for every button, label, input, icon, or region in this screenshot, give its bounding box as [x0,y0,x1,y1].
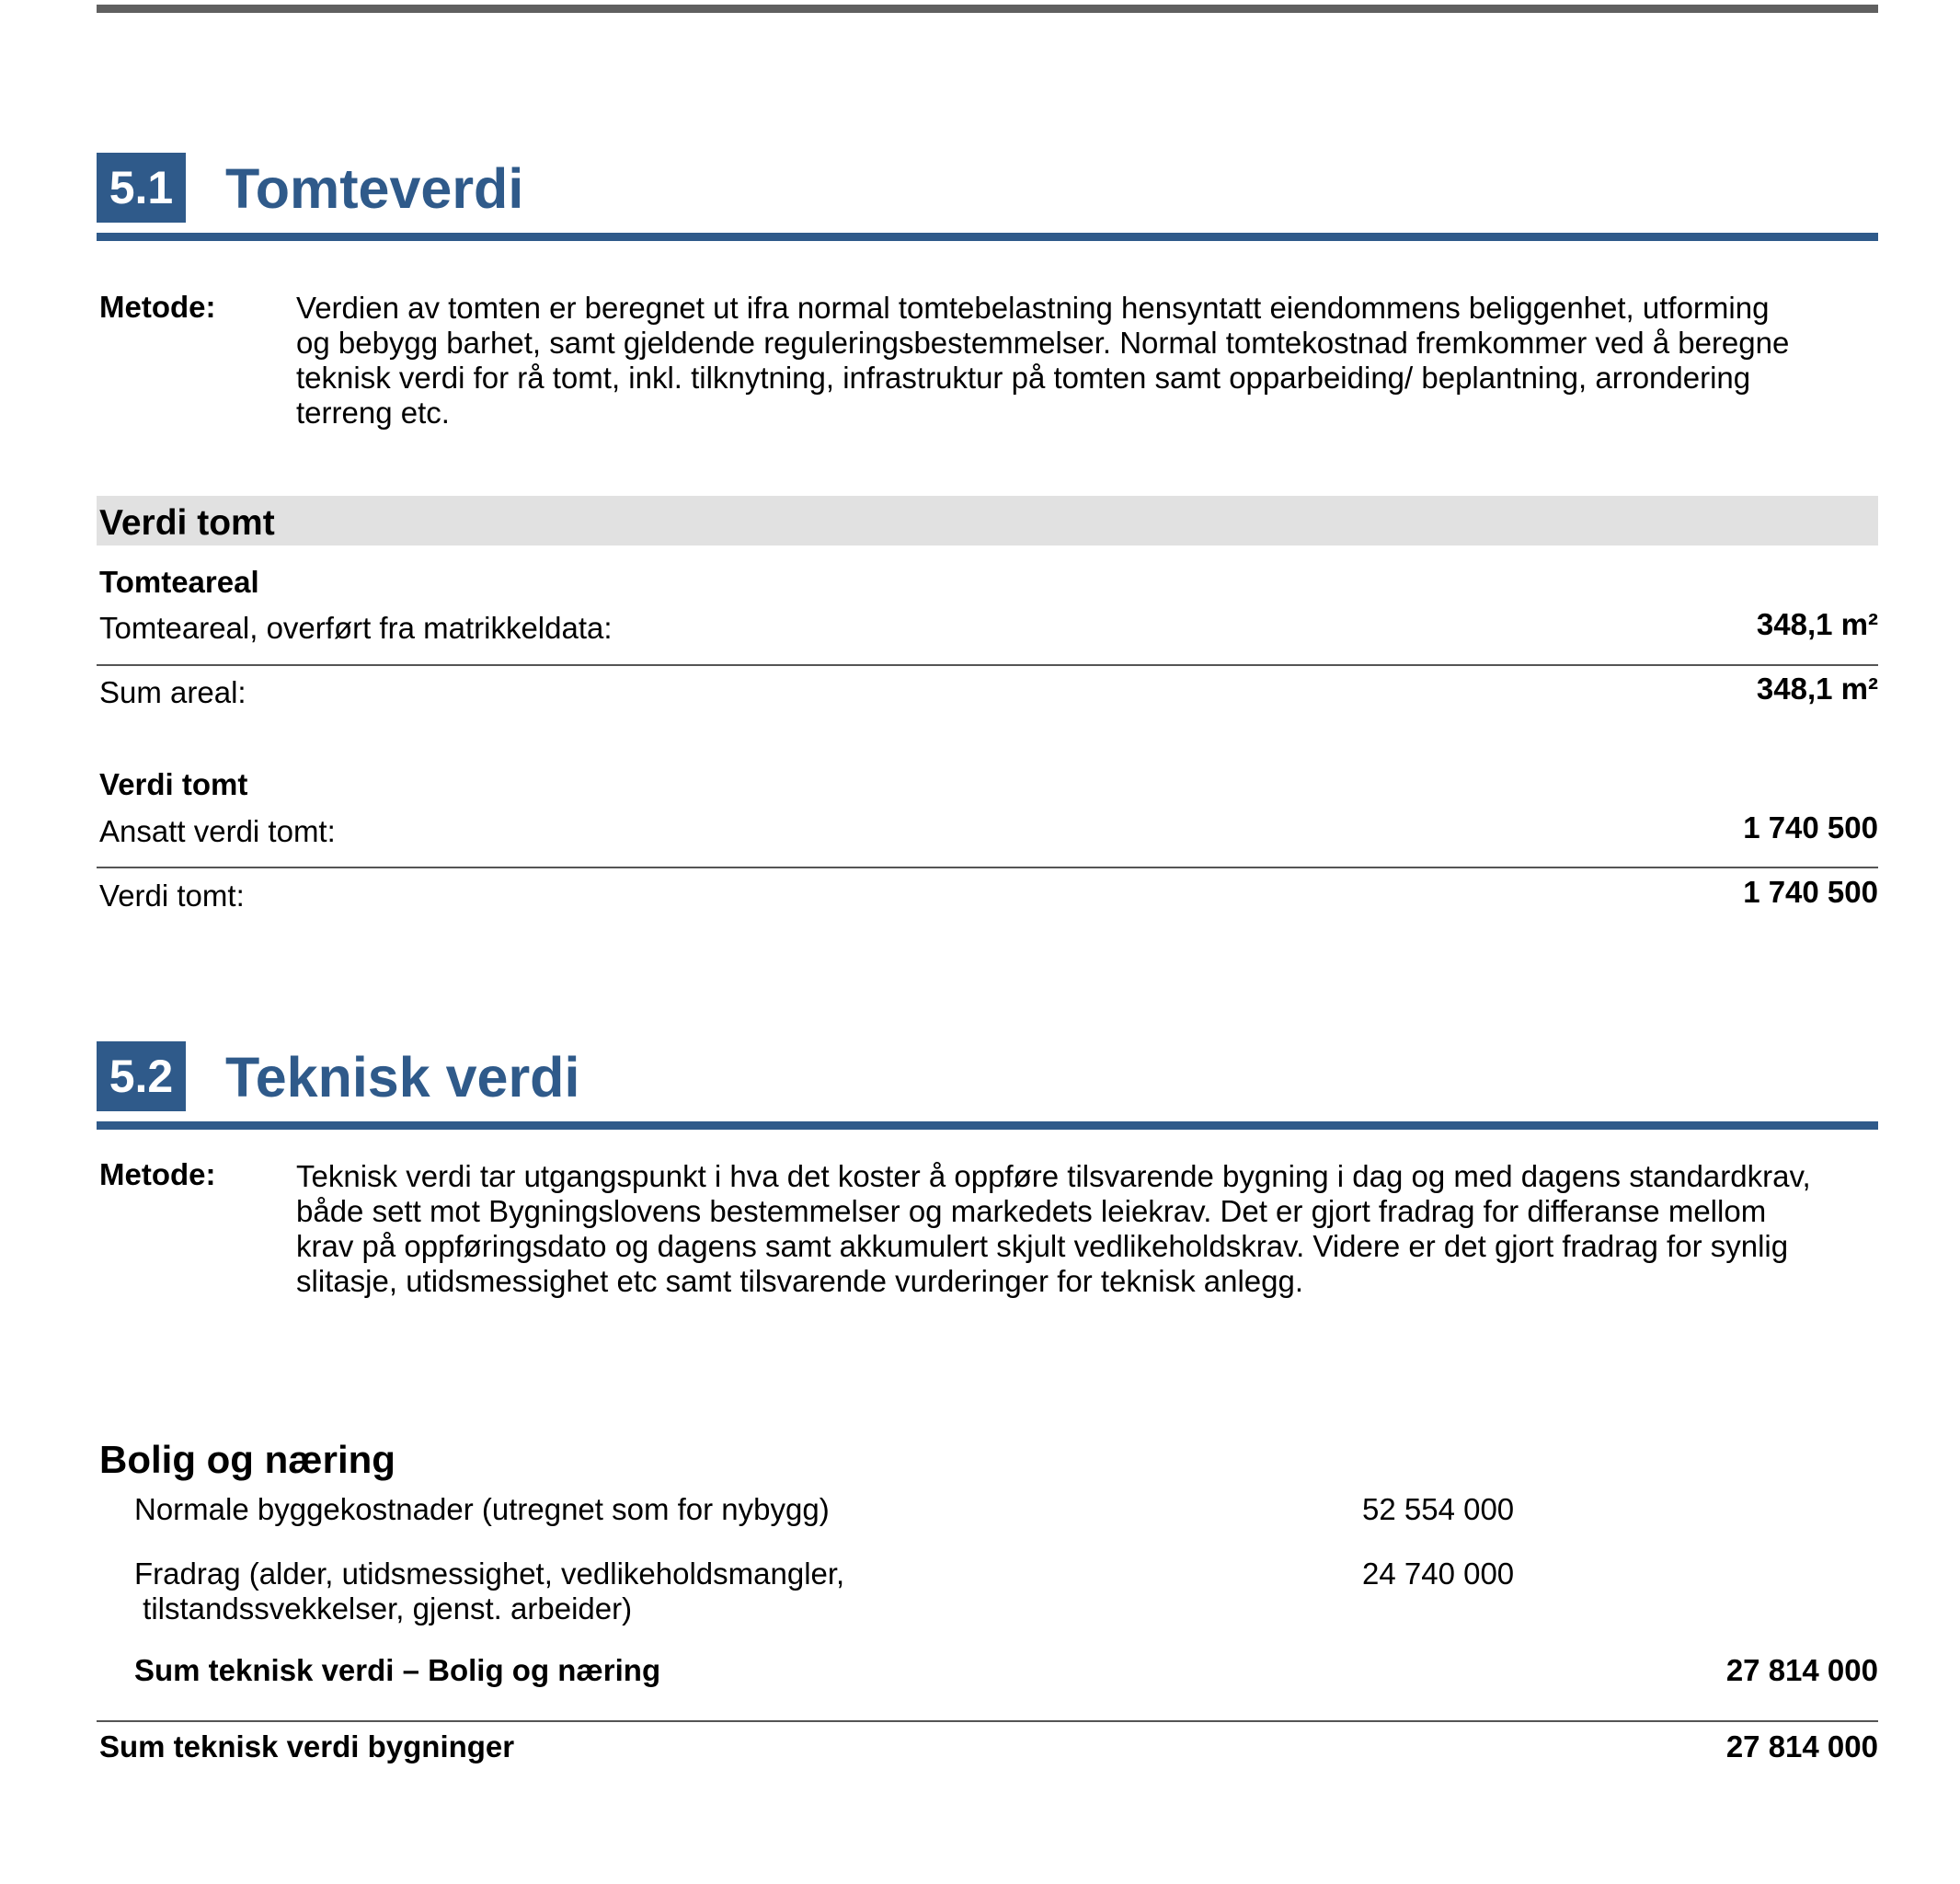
method-line: og bebygg barhet, samt gjeldende reguleringsbestemmelser. Normal tomtekostnad fremkommer ved å beregne [296,326,1790,360]
method-text [296,291,1878,431]
deduction-row-label [134,1557,844,1626]
cost-row-label-line: Normale byggekostnader (utregnet som for nybygg) [134,1492,830,1526]
tomteareal-label: Tomteareal, overført fra matrikkeldata: [99,611,613,645]
verdi-tomt-heading: Verdi tomt [99,767,248,801]
tomteareal-heading: Tomteareal [99,565,259,599]
verdi-tomt-label: Verdi tomt: [99,879,245,913]
page-top-rule [97,5,1878,13]
method-line: terreng etc. [296,396,450,430]
verdi-tomt-value: 1 740 500 [1743,875,1878,909]
section-number: 5.2 [97,1041,186,1111]
deduction-row-value: 24 740 000 [1362,1557,1515,1591]
deduction-row-label-line: Fradrag (alder, utidsmessighet, vedlikeholdsmangler, [134,1557,845,1591]
method-label: Metode: [99,1157,216,1191]
section-5-1-header [97,153,1878,245]
method-text [296,1159,1878,1299]
divider [97,1720,1878,1722]
method-line: både sett mot Bygningslovens bestemmelser og markedets leiekrav. Det er gjort fradrag for differanse mellom [296,1194,1767,1228]
method-line: slitasje, utidsmessighet etc samt tilsvarende vurderinger for teknisk anlegg. [296,1264,1304,1298]
section-title: Teknisk verdi [225,1046,580,1109]
method-label: Metode: [99,290,216,324]
sum-areal-value: 348,1 m² [1756,672,1878,706]
method-line: teknisk verdi for rå tomt, inkl. tilknytning, infrastruktur på tomten samt opparbeiding/ beplantning, arrondering [296,361,1751,395]
total-value: 27 814 000 [1725,1729,1878,1763]
section-5-2-header [97,1041,1878,1133]
group-title: Bolig og næring [99,1438,395,1481]
tomteareal-value: 348,1 m² [1756,607,1878,641]
section-rule [97,233,1878,241]
divider [97,867,1878,868]
ansatt-verdi-label: Ansatt verdi tomt: [99,814,336,848]
section-rule [97,1121,1878,1130]
ansatt-verdi-value: 1 740 500 [1743,810,1878,844]
deduction-row-label-line: tilstandssvekkelser, gjenst. arbeider) [134,1591,633,1626]
sum-areal-label: Sum areal: [99,675,246,709]
group-sum-label: Sum teknisk verdi – Bolig og næring [134,1653,661,1687]
section-title: Tomteverdi [225,157,524,220]
method-line: Teknisk verdi tar utgangspunkt i hva det koster å oppføre tilsvarende bygning i dag og med dagens standardkrav, [296,1159,1811,1193]
method-line: Verdien av tomten er beregnet ut ifra normal tomtebelastning hensyntatt eiendommens beliggenhet, utforming [296,291,1770,325]
section-number: 5.1 [97,153,186,223]
cost-row-label [134,1492,830,1527]
cost-row-value: 52 554 000 [1362,1492,1515,1526]
method-line: krav på oppføringsdato og dagens samt akkumulert skjult vedlikeholdskrav. Videre er det gjort fradrag for synlig [296,1229,1789,1263]
group-sum-value: 27 814 000 [1725,1653,1878,1687]
total-label: Sum teknisk verdi bygninger [99,1729,515,1763]
verdi-tomt-band [97,496,1878,546]
band-title: Verdi tomt [99,503,275,543]
divider [97,664,1878,666]
